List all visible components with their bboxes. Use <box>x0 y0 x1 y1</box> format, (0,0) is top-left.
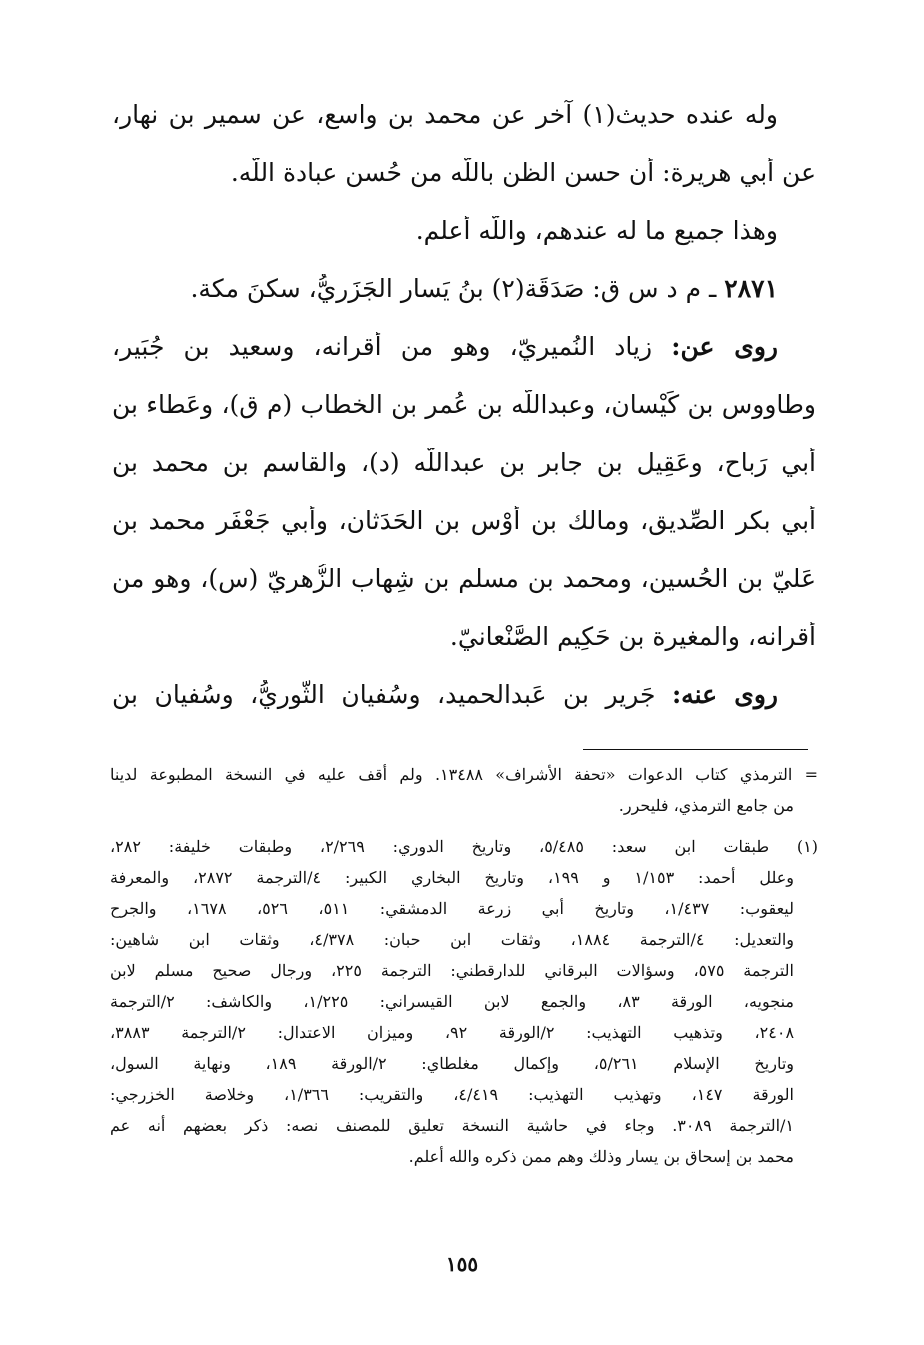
footnote-line: منجويه، الورقة ٨٣، والجمع لابن القيسراني: ١/٢٢٥، والكاشف: ٢/الترجمة <box>110 992 794 1011</box>
entry-heading <box>112 274 816 332</box>
footnote-line: ١/الترجمة ٣٠٨٩. وجاء في حاشية النسخة تعليق للمصنف نصه: ذكر بعضهم أنه عم <box>110 1116 795 1135</box>
footnote-line: وعلل أحمد: ١/١٥٣ و ١٩٩، وتاريخ البخاري الكبير: ٤/الترجمة ٢٨٧٢، والمعرفة <box>110 868 795 887</box>
entry-name: صَدَقَة(٢) بنُ يَسار الجَزَريُّ، سكنَ مكة. <box>190 274 585 303</box>
text-line-content: زياد النُميريّ، وهو من أقرانه، وسعيد بن جُبَير، <box>112 332 653 361</box>
footnote-line: ٢٤٠٨، وتذهيب التهذيب: ٢/الورقة ٩٢، وميزان الاعتدال: ٢/الترجمة ٣٨٨٣، <box>110 1023 795 1042</box>
entry-number: ٢٨٧١ <box>724 274 778 303</box>
text-line <box>112 680 816 738</box>
footnote-line: ليعقوب: ١/٤٣٧، وتاريخ أبي زرعة الدمشقي: ٥١١، ٥٢٦، ١٦٧٨، والجرح <box>110 899 795 918</box>
rawa-an-label: روى عن: <box>671 332 779 361</box>
footnote-line: الورقة ١٤٧، وتهذيب التهذيب: ٤/٤١٩، والتقريب: ١/٣٦٦، وخلاصة الخزرجي: <box>110 1085 794 1104</box>
text-line: أبي رَباح، وعَقِيل بن جابر بن عبداللَّه (د)، والقاسم بن محمد بن <box>112 448 816 477</box>
text-line: عَليّ بن الحُسين، ومحمد بن مسلم بن شِهاب الزُّهريّ (س)، وهو من <box>112 564 816 593</box>
footnote-line: الترجمة ٥٧٥، وسؤالات البرقاني للدارقطني: الترجمة ٢٢٥، ورجال صحيح مسلم لابن <box>110 961 795 980</box>
text-line: عن أبي هريرة: أن حسن الظن باللَّه من حُسن عبادة اللَّه. <box>230 158 816 187</box>
main-text <box>112 100 816 738</box>
text-line: أبي بكر الصِّديق، ومالك بن أَوْس بن الحَدَثان، وأبي جَعْفَر محمد بن <box>112 506 816 535</box>
rawa-anhu-label: روى عنه: <box>671 680 778 709</box>
footnote-line: وتاريخ الإسلام ٥/٢٦١، وإكمال مغلطاي: ٢/الورقة ١٨٩، ونهاية السول، <box>110 1054 794 1073</box>
footnote-gap <box>110 826 818 836</box>
footnote-line: والتعديل: ٤/الترجمة ١٨٨٤، وثقات ابن حبان: ٤/٣٧٨، وثقات ابن شاهين: <box>110 930 795 949</box>
footnotes <box>110 764 818 1177</box>
text-line: وهذا جميع ما له عندهم، واللَّه أعلم. <box>415 216 778 245</box>
text-line: وطاووس بن كَيْسان، وعبداللَّه بن عُمر بن الخطاب (م ق)، وعَطاء بن <box>112 390 816 419</box>
page-number: ١٥٥ <box>445 1252 479 1276</box>
footnote-line: = الترمذي كتاب الدعوات «تحفة الأشراف» ١٣٤٨٨. ولم أقف عليه في النسخة المطبوعة لدينا <box>110 765 818 784</box>
footnote-separator <box>583 749 808 750</box>
entry-sigla: ـ م د س ق: <box>592 274 717 303</box>
text-line <box>112 332 816 390</box>
text-line-content: جَرير بن عَبدالحميد، وسُفيان الثَّوريُّ، وسُفيان بن <box>112 680 656 709</box>
footnote-line: من جامع الترمذي، فليحرر. <box>618 796 794 815</box>
text-line: أقرانه، والمغيرة بن حَكِيم الصَّنْعانيّ. <box>449 622 816 651</box>
footnote-line: محمد بن إسحاق بن يسار وذلك وهم ممن ذكره والله أعلم. <box>408 1147 794 1166</box>
footnote-line: (١) طبقات ابن سعد: ٥/٤٨٥، وتاريخ الدوري: ٢/٢٦٩، وطبقات خليفة: ٢٨٢، <box>110 837 818 856</box>
text-line: وله عنده حديث(١) آخر عن محمد بن واسع، عن سمير بن نهار، <box>112 100 779 129</box>
